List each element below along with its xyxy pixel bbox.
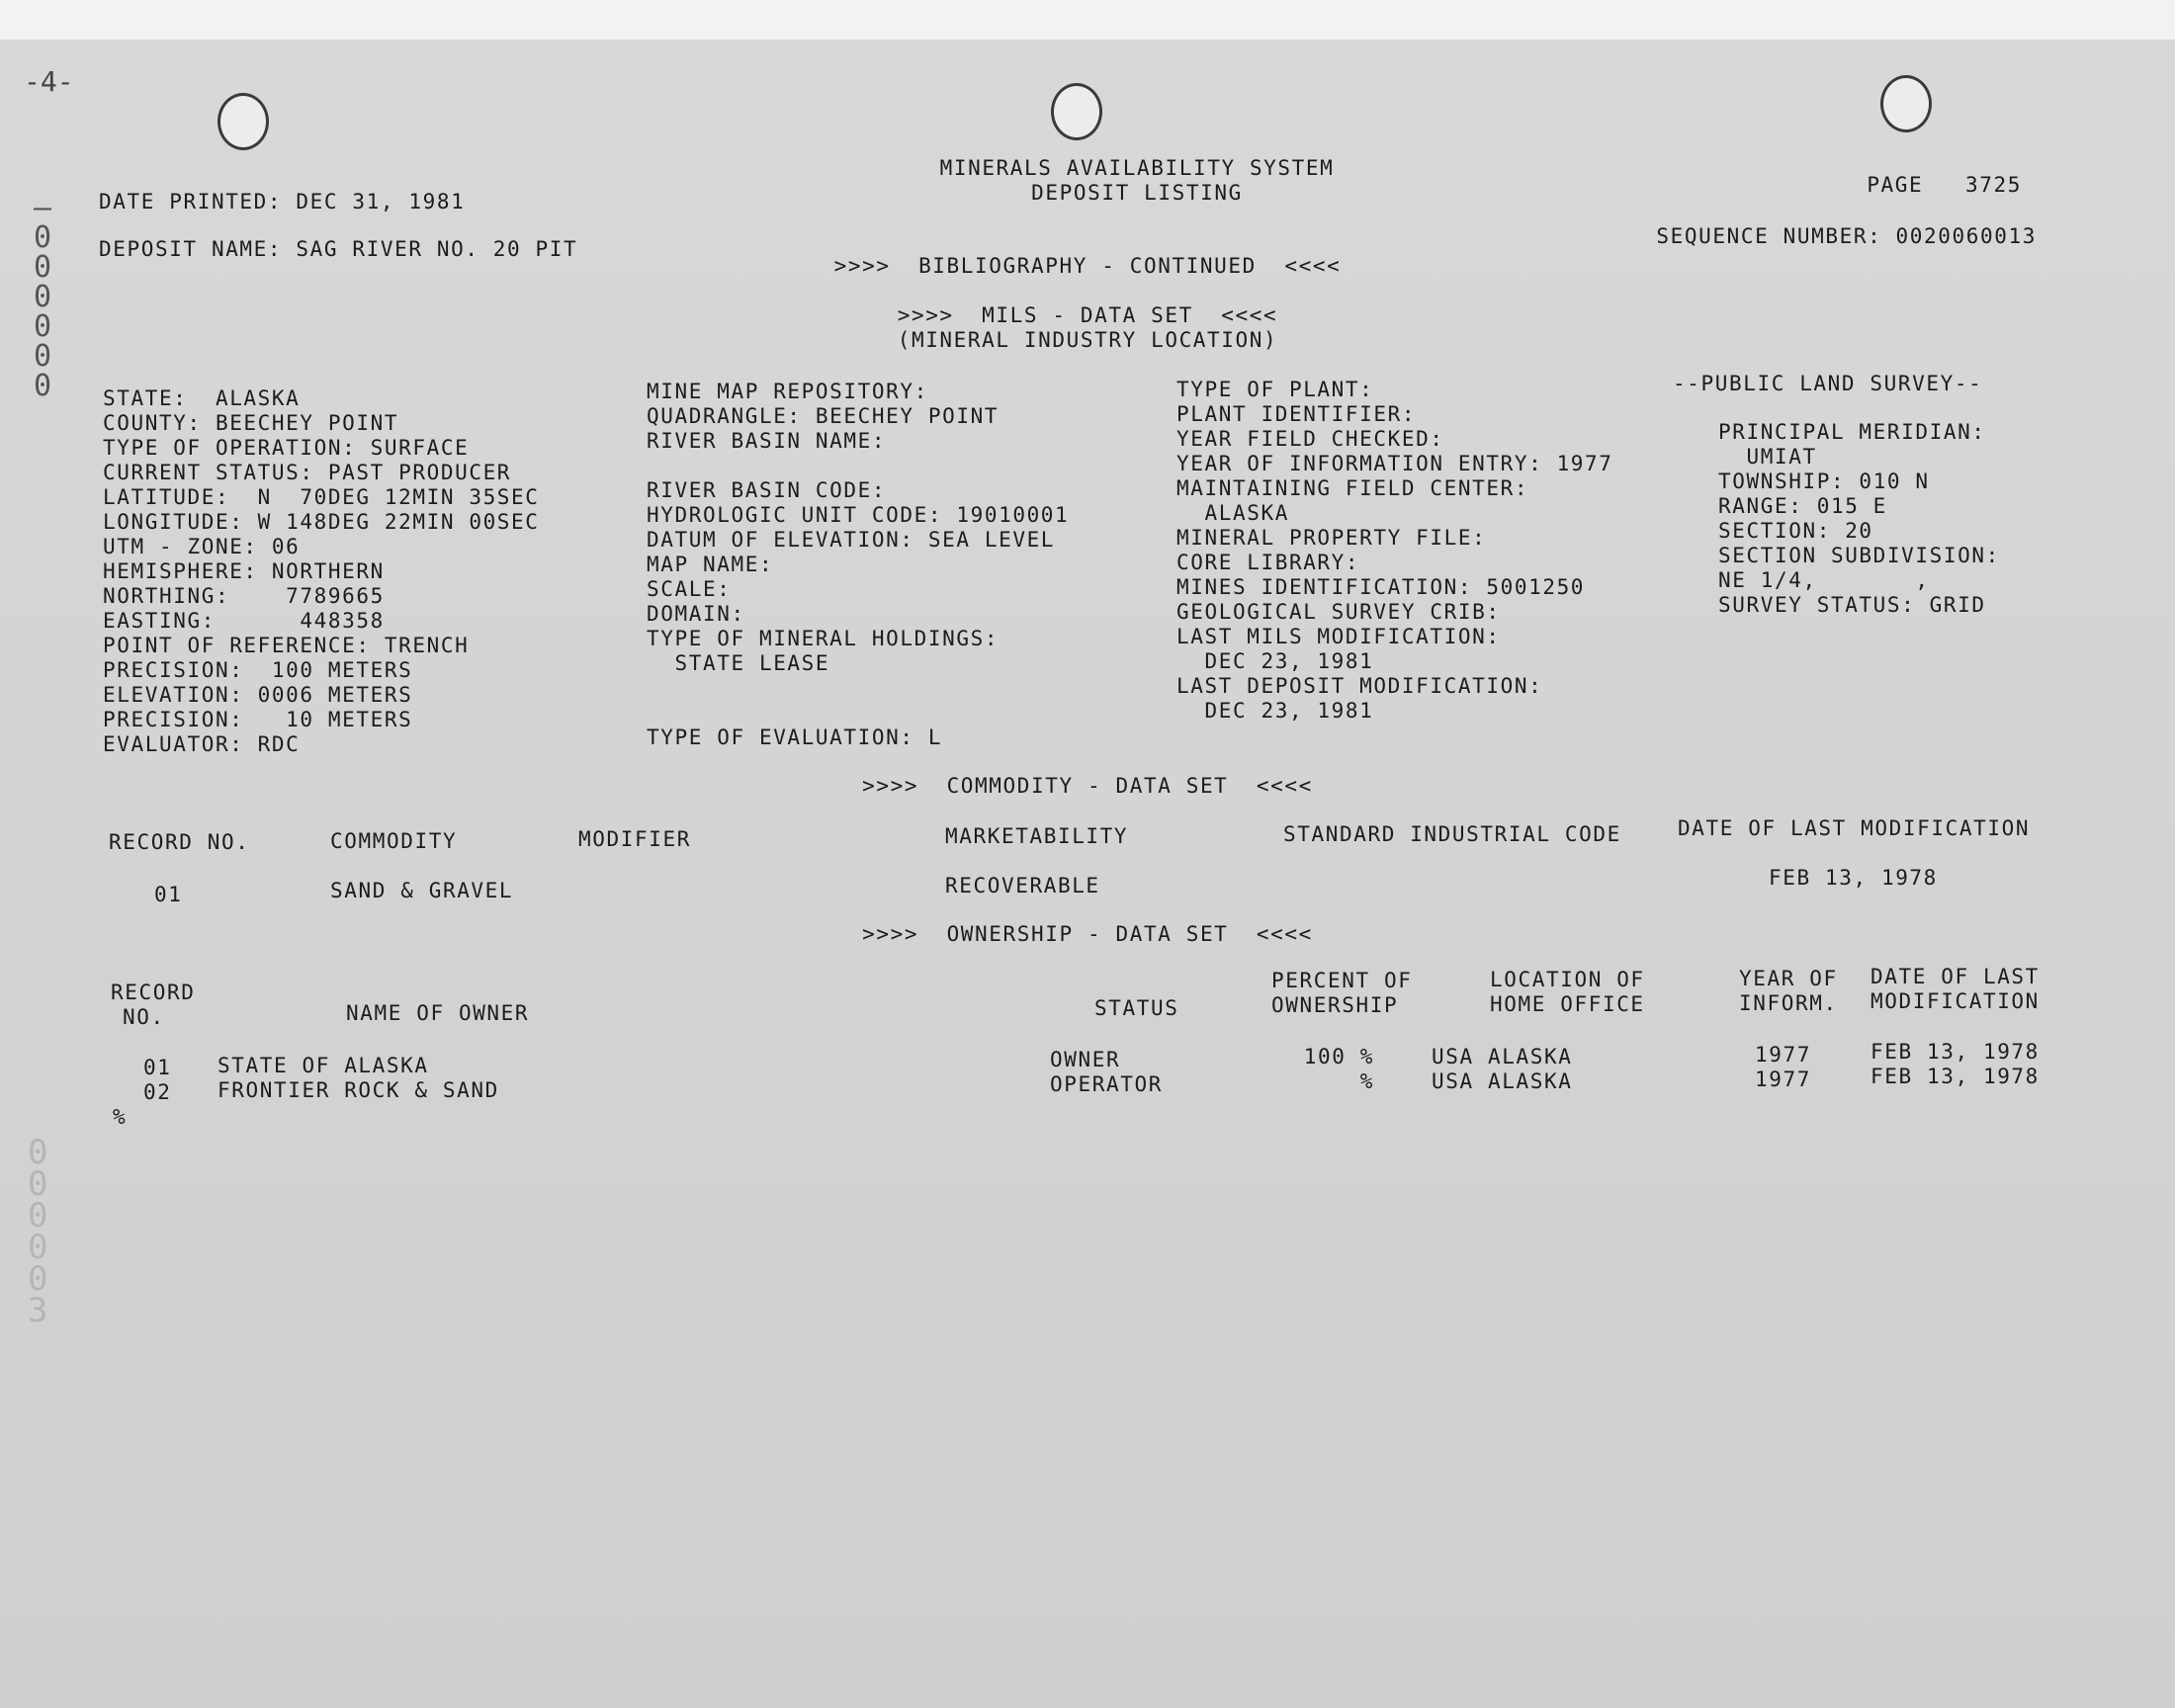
owner-year: 1977	[1755, 1043, 1811, 1067]
owner-record: 01	[143, 1056, 172, 1079]
mils-field: STATE: ALASKA	[103, 386, 301, 410]
page-tick-mark: -4-	[24, 65, 74, 98]
mils-heading: >>>> MILS - DATA SET <<<<	[897, 303, 1278, 327]
mils-field: CORE LIBRARY:	[1176, 551, 1360, 574]
punch-hole-center	[1051, 83, 1102, 140]
ownership-header-ownership: OWNERSHIP	[1271, 993, 1399, 1017]
mils-field: MAP NAME:	[647, 553, 774, 576]
mils-field: QUADRANGLE: BEECHEY POINT	[647, 404, 1000, 428]
survey-field: PRINCIPAL MERIDIAN:	[1718, 420, 1986, 444]
survey-field: SURVEY STATUS: GRID	[1718, 593, 1986, 617]
mils-field: DOMAIN:	[647, 602, 745, 626]
mils-field: TYPE OF PLANT:	[1176, 378, 1374, 401]
survey-field: TOWNSHIP: 010 N	[1718, 470, 1930, 493]
owner-percent: 100 %	[1303, 1045, 1374, 1068]
mils-field: STATE LEASE	[647, 651, 830, 675]
faint-bleedthrough-mark: 0 0 0 0 0 3	[28, 1133, 48, 1330]
survey-field: SECTION: 20	[1718, 519, 1873, 543]
owner-year: 1977	[1755, 1068, 1811, 1091]
mils-field: UTM - ZONE: 06	[103, 535, 301, 558]
owner-location: USA ALASKA	[1432, 1045, 1573, 1068]
commodity-header-record: RECORD NO.	[109, 830, 250, 854]
mils-field: POINT OF REFERENCE: TRENCH	[103, 634, 470, 657]
owner-date: FEB 13, 1978	[1870, 1065, 2040, 1088]
margin-vertical-number: — 0 0 0 0 0 0	[34, 191, 52, 403]
mils-field: EASTING: 448358	[103, 609, 385, 633]
mils-field: DEC 23, 1981	[1176, 649, 1374, 673]
survey-field: UMIAT	[1718, 445, 1817, 469]
commodity-marketability: RECOVERABLE	[945, 874, 1100, 897]
mils-field: MAINTAINING FIELD CENTER:	[1176, 476, 1529, 500]
owner-date: FEB 13, 1978	[1870, 1040, 2040, 1064]
ownership-header-date: DATE OF LAST	[1870, 965, 2040, 988]
mils-field: ALASKA	[1176, 501, 1289, 525]
mils-field: MINE MAP REPOSITORY:	[647, 380, 928, 403]
ownership-header-record: RECORD	[111, 981, 196, 1004]
mils-field: MINES IDENTIFICATION: 5001250	[1176, 575, 1586, 599]
commodity-date: FEB 13, 1978	[1769, 866, 1938, 890]
commodity-record: 01	[154, 883, 183, 906]
owner-record: 02	[143, 1080, 172, 1104]
mils-field: MINERAL PROPERTY FILE:	[1176, 526, 1487, 550]
mils-field: YEAR OF INFORMATION ENTRY: 1977	[1176, 452, 1613, 475]
sequence-number: SEQUENCE NUMBER: 0020060013	[1656, 224, 2037, 248]
mils-field: TYPE OF EVALUATION: L	[647, 726, 943, 749]
ownership-heading: >>>> OWNERSHIP - DATA SET <<<<	[862, 922, 1313, 946]
ownership-header-home-office: HOME OFFICE	[1490, 992, 1645, 1016]
scan-top-strip	[0, 0, 2175, 40]
public-land-survey-heading: --PUBLIC LAND SURVEY--	[1673, 372, 1983, 395]
ownership-header-record-no: NO.	[123, 1005, 165, 1029]
date-printed: DATE PRINTED: DEC 31, 1981	[99, 190, 466, 214]
mils-field: DEC 23, 1981	[1176, 699, 1374, 723]
mils-field: ELEVATION: 0006 METERS	[103, 683, 413, 707]
ownership-header-location: LOCATION OF	[1490, 968, 1645, 991]
mils-field: NORTHING: 7789665	[103, 584, 385, 608]
mils-field: HYDROLOGIC UNIT CODE: 19010001	[647, 503, 1070, 527]
commodity-header-modifier: MODIFIER	[578, 827, 691, 851]
owner-name: STATE OF ALASKA	[218, 1054, 429, 1077]
punch-hole-left	[218, 93, 269, 150]
mils-field: GEOLOGICAL SURVEY CRIB:	[1176, 600, 1501, 624]
ownership-header-name: NAME OF OWNER	[346, 1001, 530, 1025]
mils-field: EVALUATOR: RDC	[103, 732, 301, 756]
mils-field: LAST DEPOSIT MODIFICATION:	[1176, 674, 1543, 698]
page-number: PAGE 3725	[1867, 173, 2022, 197]
owner-status: OWNER	[1050, 1048, 1121, 1071]
mils-field: HEMISPHERE: NORTHERN	[103, 559, 385, 583]
commodity-header-marketability: MARKETABILITY	[945, 824, 1129, 848]
mils-field: RIVER BASIN CODE:	[647, 478, 887, 502]
owner-status: OPERATOR	[1050, 1072, 1163, 1096]
ownership-header-percent: PERCENT OF	[1271, 969, 1413, 992]
mils-field: PLANT IDENTIFIER:	[1176, 402, 1417, 426]
owner-location: USA ALASKA	[1432, 1069, 1573, 1093]
mils-field: LAST MILS MODIFICATION:	[1176, 625, 1501, 648]
ownership-header-inform: INFORM.	[1739, 991, 1838, 1015]
mils-field: PRECISION: 10 METERS	[103, 708, 413, 731]
mils-field: SCALE:	[647, 577, 732, 601]
ownership-header-status: STATUS	[1094, 996, 1179, 1020]
survey-field: RANGE: 015 E	[1718, 494, 1887, 518]
commodity-heading: >>>> COMMODITY - DATA SET <<<<	[862, 774, 1313, 798]
report-subtitle: DEPOSIT LISTING	[1031, 181, 1243, 205]
commodity-name: SAND & GRAVEL	[330, 879, 514, 902]
mils-field: TYPE OF OPERATION: SURFACE	[103, 436, 470, 460]
survey-field: SECTION SUBDIVISION:	[1718, 544, 2000, 567]
commodity-header-commodity: COMMODITY	[330, 829, 458, 853]
mils-field: YEAR FIELD CHECKED:	[1176, 427, 1444, 451]
owner-percent: %	[1359, 1069, 1374, 1093]
punch-hole-right	[1880, 75, 1932, 132]
ownership-header-year: YEAR OF	[1739, 967, 1838, 990]
mils-field: TYPE OF MINERAL HOLDINGS:	[647, 627, 1000, 650]
bibliography-heading: >>>> BIBLIOGRAPHY - CONTINUED <<<<	[833, 254, 1342, 278]
mils-field: LATITUDE: N 70DEG 12MIN 35SEC	[103, 485, 540, 509]
owner-name: FRONTIER ROCK & SAND	[218, 1078, 499, 1102]
system-title: MINERALS AVAILABILITY SYSTEM	[939, 156, 1335, 180]
commodity-header-date: DATE OF LAST MODIFICATION	[1678, 816, 2031, 840]
mils-subheading: (MINERAL INDUSTRY LOCATION)	[897, 328, 1278, 352]
mils-field: PRECISION: 100 METERS	[103, 658, 413, 682]
mils-field: CURRENT STATUS: PAST PRODUCER	[103, 461, 512, 484]
mils-field: LONGITUDE: W 148DEG 22MIN 00SEC	[103, 510, 540, 534]
mils-field: RIVER BASIN NAME:	[647, 429, 887, 453]
end-of-record-mark: %	[113, 1105, 128, 1129]
mils-field: COUNTY: BEECHEY POINT	[103, 411, 399, 435]
survey-field: NE 1/4, ,	[1718, 568, 1930, 592]
mils-field: DATUM OF ELEVATION: SEA LEVEL	[647, 528, 1056, 552]
deposit-name: DEPOSIT NAME: SAG RIVER NO. 20 PIT	[99, 237, 578, 261]
ownership-header-modification: MODIFICATION	[1870, 989, 2040, 1013]
commodity-header-sic: STANDARD INDUSTRIAL CODE	[1283, 822, 1621, 846]
